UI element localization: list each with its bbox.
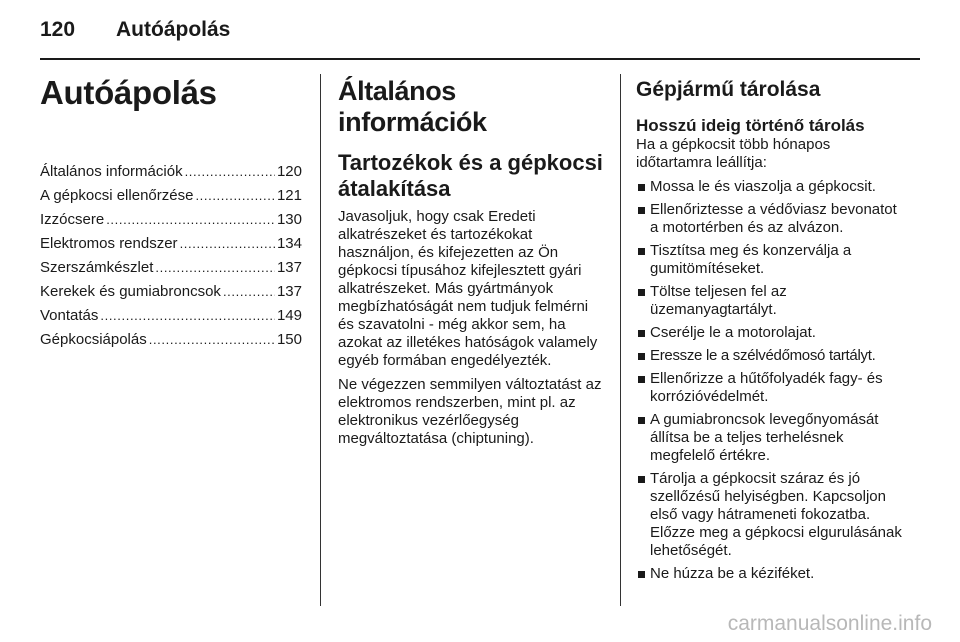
section-title: Gépjármű tárolása xyxy=(636,78,821,101)
header-rule xyxy=(40,58,920,60)
square-bullet-icon xyxy=(638,207,645,214)
toc-item[interactable] xyxy=(40,280,302,304)
list-item-text: Tárolja a gépkocsit száraz és jó szellőzésű helyiségben. Kapcsoljon első vagy hátrameneti fokozatba. Előzze meg a gépkocsi elgurulásának lehetőségét. xyxy=(650,470,902,559)
list-item xyxy=(636,283,902,319)
square-bullet-icon xyxy=(638,417,645,424)
list-item-text: Töltse teljesen fel az üzemanyagtartályt. xyxy=(650,283,787,318)
list-item-text: A gumiabroncsok levegőnyomását állítsa be a teljes terhelésnek megfelelő értékre. xyxy=(650,411,879,464)
list-item xyxy=(636,370,902,406)
list-item-text: Eressze le a szélvédőmosó tartályt. xyxy=(650,347,876,364)
square-bullet-icon xyxy=(638,289,645,296)
list-item xyxy=(636,201,902,237)
toc-label: Vontatás xyxy=(40,307,99,324)
intro-paragraph: Ha a gépkocsit több hónapos időtartamra leállítja: xyxy=(636,136,831,171)
square-bullet-icon xyxy=(638,330,645,337)
square-bullet-icon xyxy=(638,248,645,255)
list-item-text: Cserélje le a motorolajat. xyxy=(650,324,816,341)
toc-page: 121 xyxy=(276,187,302,204)
toc-leader xyxy=(149,328,275,352)
list-item-text: Mossa le és viaszolja a gépkocsit. xyxy=(650,178,876,195)
square-bullet-icon xyxy=(638,376,645,383)
toc-leader xyxy=(155,256,275,280)
toc-item[interactable] xyxy=(40,184,302,208)
middle-column xyxy=(338,70,604,448)
toc-leader xyxy=(195,184,275,208)
right-column xyxy=(636,70,902,583)
column-divider-2 xyxy=(620,74,621,606)
left-column xyxy=(40,70,302,352)
toc-leader xyxy=(185,160,275,184)
toc-label: A gépkocsi ellenőrzése xyxy=(40,187,194,204)
toc-leader xyxy=(106,208,275,232)
list-item-text: Ellenőrizze a hűtőfolyadék fagy- és korrózióvédelmét. xyxy=(650,370,883,405)
square-bullet-icon xyxy=(638,476,645,483)
square-bullet-icon xyxy=(638,184,645,191)
table-of-contents xyxy=(40,160,302,352)
list-item-text: Ne húzza be a kéziféket. xyxy=(650,565,815,582)
toc-label: Elektromos rendszer xyxy=(40,235,178,252)
paragraph: Ne végezzen semmilyen változtatást az elektromos rendszerben, mint pl. az elektronikus vezérlőegység megváltoztatása (chiptuning). xyxy=(338,376,602,447)
toc-label: Általános információk xyxy=(40,163,183,180)
bullet-list xyxy=(636,178,902,583)
section-title: Általános információk xyxy=(338,76,487,137)
section-subtitle: Hosszú ideig történő tárolás xyxy=(636,116,865,135)
toc-page: 120 xyxy=(276,163,302,180)
list-item xyxy=(636,242,902,278)
list-item xyxy=(636,411,902,465)
toc-leader xyxy=(100,304,275,328)
toc-page: 134 xyxy=(276,235,302,252)
toc-page: 137 xyxy=(276,283,302,300)
toc-page: 130 xyxy=(276,211,302,228)
toc-item[interactable] xyxy=(40,304,302,328)
toc-item[interactable] xyxy=(40,328,302,352)
list-item xyxy=(636,178,902,196)
toc-page: 149 xyxy=(276,307,302,324)
toc-item[interactable] xyxy=(40,256,302,280)
square-bullet-icon xyxy=(638,353,645,360)
page-number: 120 xyxy=(40,18,76,41)
watermark: carmanualsonline.info xyxy=(727,612,932,635)
toc-label: Kerekek és gumiabroncsok xyxy=(40,283,221,300)
toc-leader xyxy=(223,280,275,304)
column-divider-1 xyxy=(320,74,321,606)
page-header xyxy=(40,18,920,48)
running-title: Autóápolás xyxy=(116,18,231,41)
toc-label: Gépkocsiápolás xyxy=(40,331,147,348)
toc-page: 137 xyxy=(276,259,302,276)
square-bullet-icon xyxy=(638,571,645,578)
list-item xyxy=(636,565,902,583)
list-item-text: Ellenőriztesse a védőviasz bevonatot a motortérben és az alvázon. xyxy=(650,201,897,236)
toc-label: Szerszámkészlet xyxy=(40,259,154,276)
list-item xyxy=(636,470,902,560)
toc-label: Izzócsere xyxy=(40,211,105,228)
list-item-text: Tisztítsa meg és konzerválja a gumitömítéseket. xyxy=(650,242,852,277)
chapter-title: Autóápolás xyxy=(40,74,217,111)
toc-item[interactable] xyxy=(40,160,302,184)
toc-page: 150 xyxy=(276,331,302,348)
toc-item[interactable] xyxy=(40,232,302,256)
toc-leader xyxy=(180,232,275,256)
list-item xyxy=(636,347,902,365)
section-subtitle: Tartozékok és a gépkocsi átalakítása xyxy=(338,150,603,201)
list-item xyxy=(636,324,902,342)
paragraph: Javasoljuk, hogy csak Eredeti alkatrészeket és tartozékokat használjon, és kifejezetten az Ön gépkocsi típusához kifejlesztett gyári alkatrészeket. Más gyártmányok megbízhatóságát nem tudjuk felmérni és szavatolni - még akkor sem, ha azokat az illetékes hatóságok valamely egyéb formában engedélyezték. xyxy=(338,208,598,369)
toc-item[interactable] xyxy=(40,208,302,232)
